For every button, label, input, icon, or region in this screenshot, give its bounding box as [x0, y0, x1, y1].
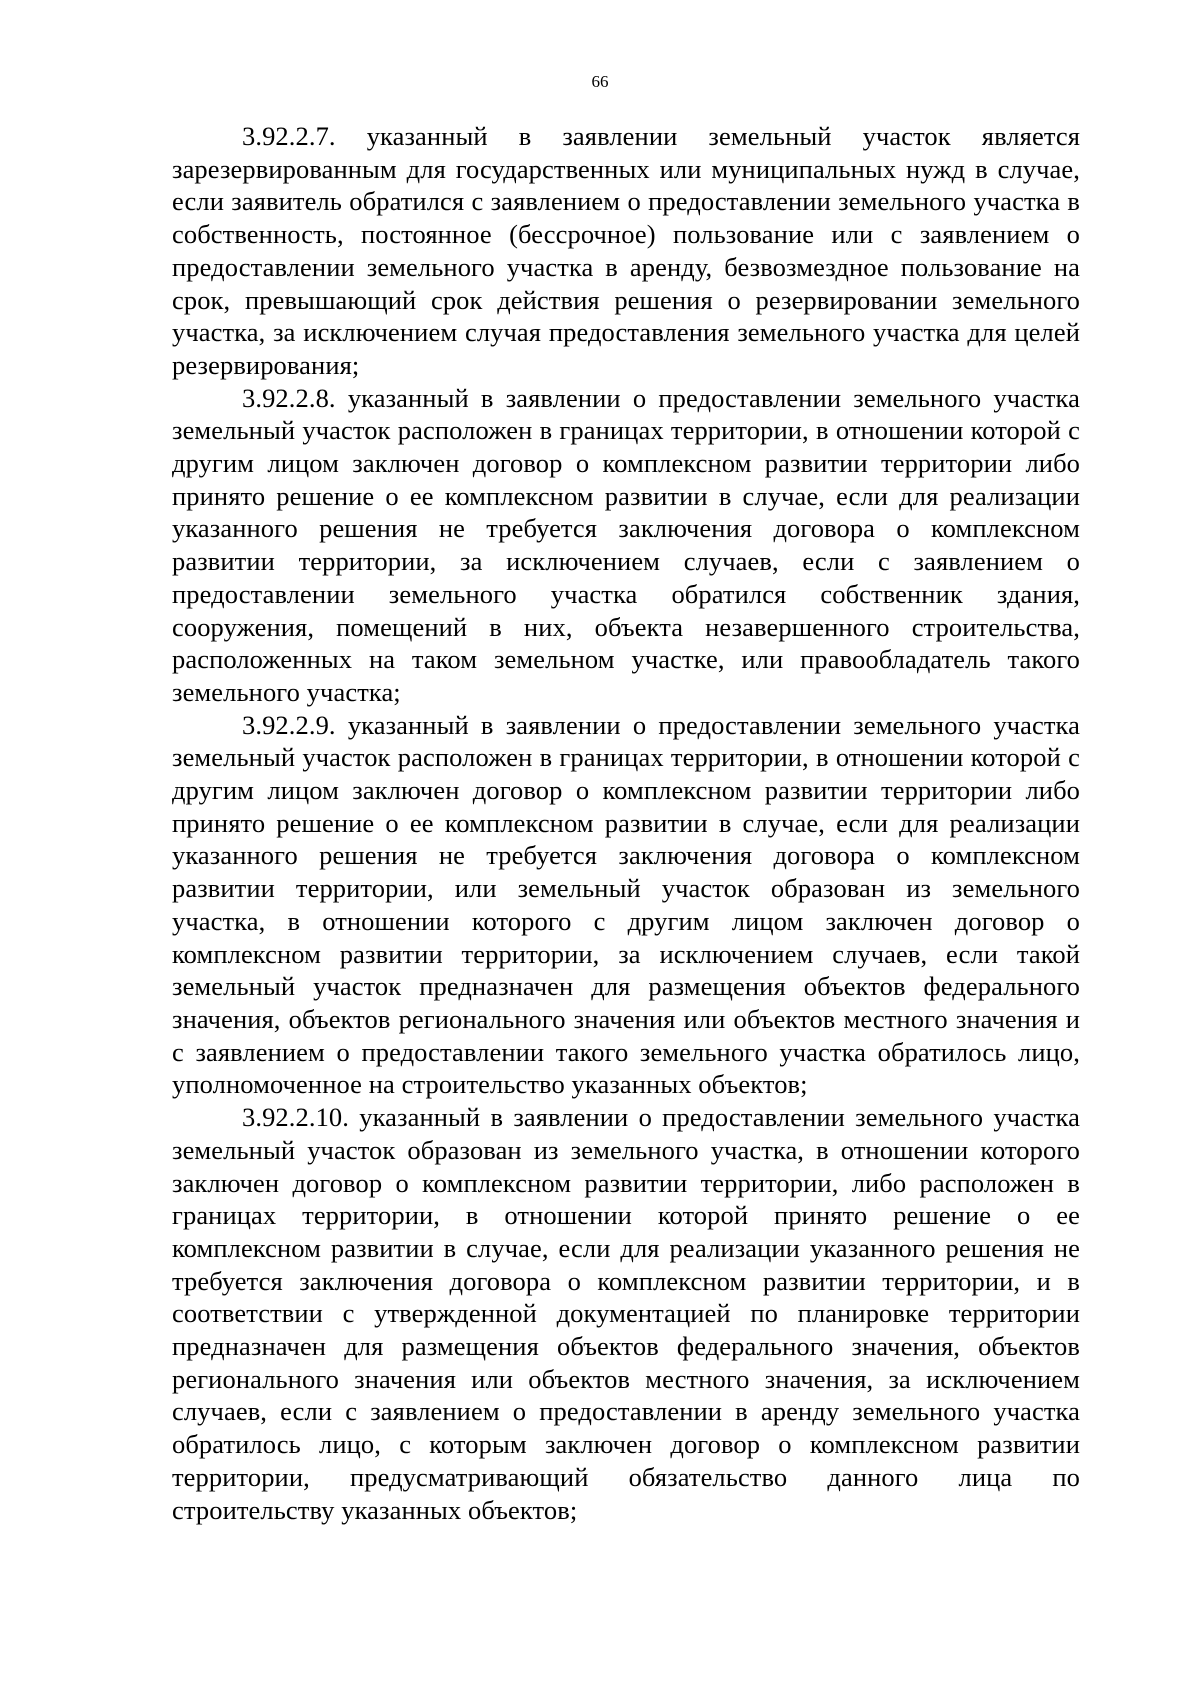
clause-text: указанный в заявлении о предоставлении земельного участка земельный участок образован из земельного участка, в отношении которого заключен договор о комплексном развитии территории, либо расположен в границах территории, в отношении которой принято решение о ее комплексном развитии в случае, если для реализации указанного решения не требуется заключения договора о комплексном развитии территории, и в соответствии с утвержденной документацией по планировке территории предназначен для размещения объектов федерального значения, объектов регионального значения или объектов местного значения, за исключением случаев, если с заявлением о предоставлении в аренду земельного участка обратилось лицо, с которым заключен договор о комплексном развитии территории, предусматривающий обязательство данного лица по строительству указанных объектов; [172, 1102, 1080, 1525]
clause-number: 3.92.2.9. [242, 709, 336, 740]
clause-text: указанный в заявлении о предоставлении земельного участка земельный участок расположен в границах территории, в отношении которой с другим лицом заключен договор о комплексном развитии территории либо принято решение о ее комплексном развитии в случае, если для реализации указанного решения не требуется заключения договора о комплексном развитии территории, или земельный участок образован из земельного участка, в отношении которого с другим лицом заключен договор о комплексном развитии территории, за исключением случаев, если такой земельный участок предназначен для размещения объектов федерального значения, объектов регионального значения или объектов местного значения и с заявлением о предоставлении такого земельного участка обратилось лицо, уполномоченное на строительство указанных объектов; [172, 709, 1080, 1100]
paragraph-3-92-2-9 [172, 709, 1080, 1101]
page-number: 66 [591, 72, 609, 91]
document-body [172, 120, 1080, 1526]
clause-number: 3.92.2.7. [242, 121, 336, 151]
clause-number: 3.92.2.10. [242, 1102, 349, 1133]
paragraph-3-92-2-8 [172, 382, 1080, 709]
paragraph-3-92-2-7 [172, 120, 1080, 382]
clause-number: 3.92.2.8. [242, 382, 336, 413]
clause-text: указанный в заявлении земельный участок является зарезервированным для государственных или муниципальных нужд в случае, если заявитель обратился с заявлением о предоставлении земельного участка в собственность, постоянное (бессрочное) пользование или с заявлением о предоставлении земельного участка в аренду, безвозмездное пользование на срок, превышающий срок действия решения о резервировании земельного участка, за исключением случая предоставления земельного участка для целей резервирования; [172, 121, 1080, 380]
clause-text: указанный в заявлении о предоставлении земельного участка земельный участок расположен в границах территории, в отношении которой с другим лицом заключен договор о комплексном развитии территории либо принято решение о ее комплексном развитии в случае, если для реализации указанного решения не требуется заключения договора о комплексном развитии территории, за исключением случаев, если с заявлением о предоставлении земельного участка обратился собственник здания, сооружения, помещений в них, объекта незавершенного строительства, расположенных на таком земельном участке, или правообладатель такого земельного участка; [172, 382, 1080, 707]
paragraph-3-92-2-10 [172, 1101, 1080, 1526]
